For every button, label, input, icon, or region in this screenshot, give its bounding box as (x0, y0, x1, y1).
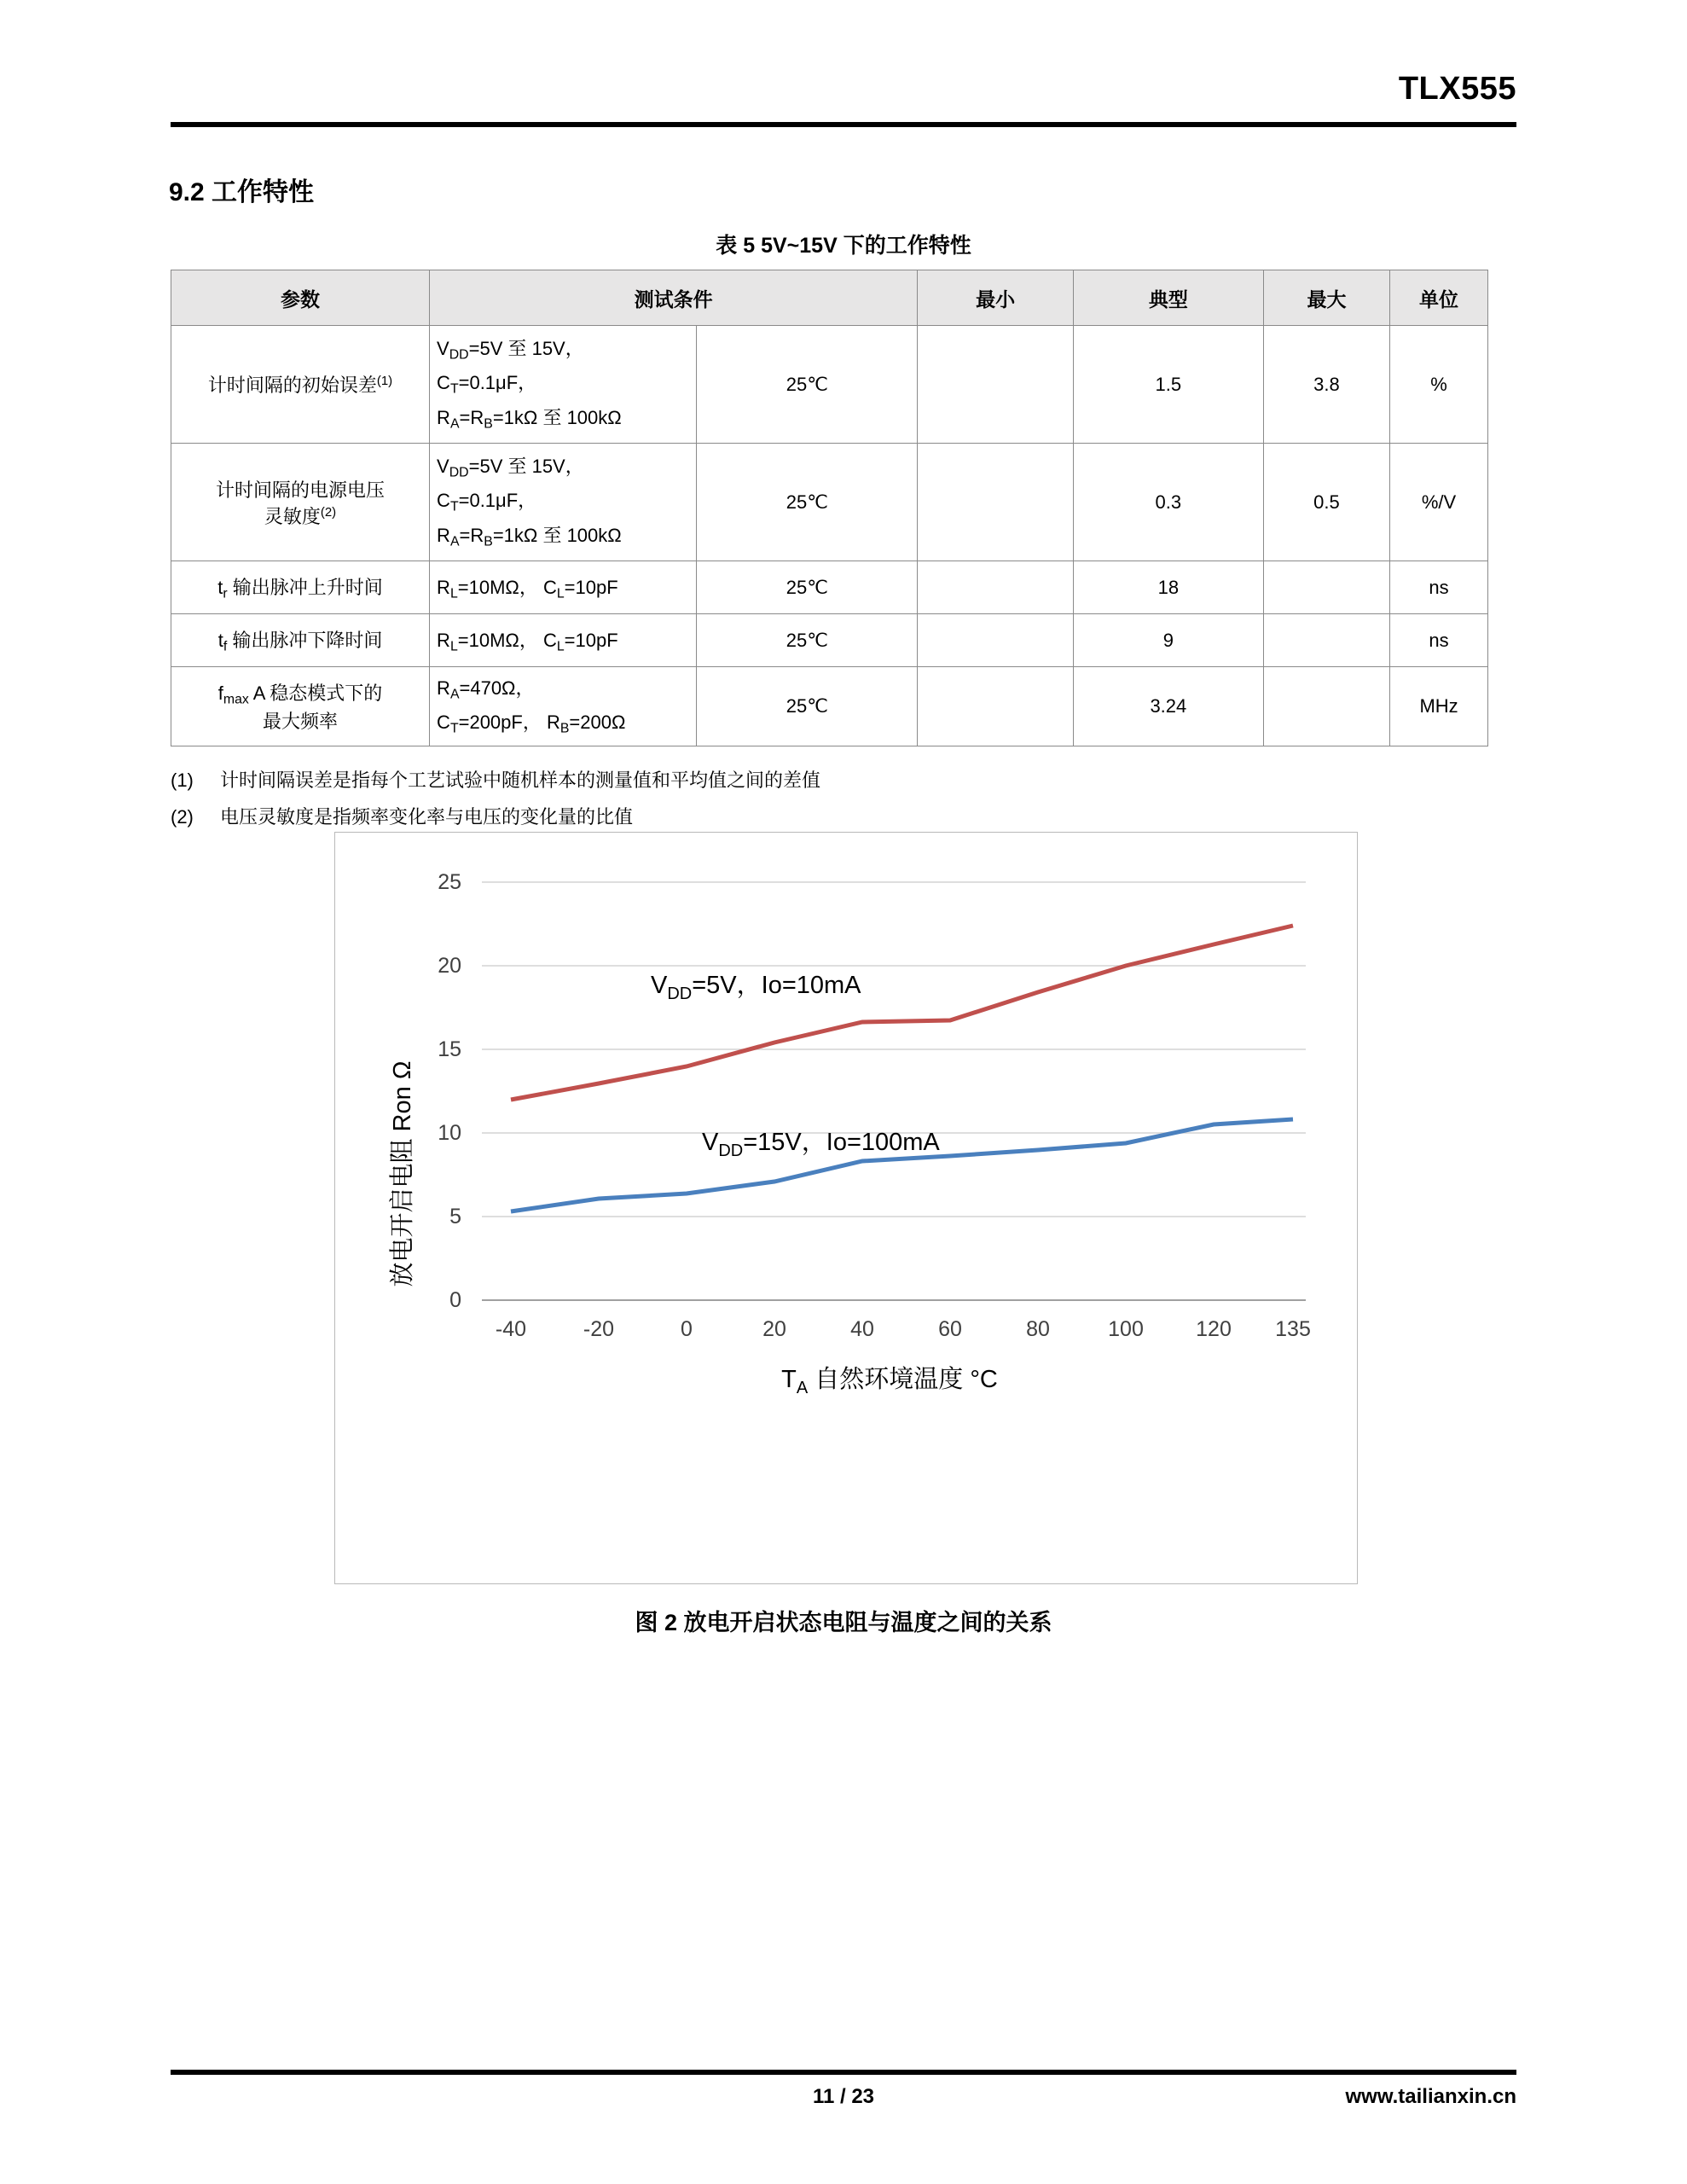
cond-sub: T (449, 381, 459, 397)
table-caption: 表 5 5V~15V 下的工作特性 (716, 234, 971, 258)
document-title: TLX555 (1398, 71, 1516, 107)
x-tick-0: 0 (681, 1317, 693, 1341)
y-tick-10: 10 (438, 1121, 461, 1145)
chart-gridlines (482, 882, 1306, 1217)
col-header-param: 参数 (171, 270, 430, 326)
cell-unit: % (1390, 326, 1488, 444)
operating-characteristics-table (171, 270, 1488, 746)
cell-param (171, 444, 430, 561)
cell-max: 0.5 (1263, 444, 1389, 561)
cond-sym: R (437, 524, 450, 546)
x-tick-40: 40 (850, 1317, 874, 1341)
cond-sym: R (437, 406, 450, 428)
cell-min (918, 561, 1074, 614)
x-tick--40: -40 (495, 1317, 527, 1341)
condition-line-2 (437, 485, 689, 519)
cell-temperature: 25℃ (697, 614, 918, 667)
cond-sub: DD (449, 465, 469, 480)
section-heading: 9.2 工作特性 (169, 178, 315, 206)
y-tick-20: 20 (438, 954, 461, 978)
footnote-item (171, 799, 1501, 836)
cond-sub2: B (484, 533, 493, 549)
table-row (171, 326, 1488, 444)
cell-temperature: 25℃ (697, 561, 918, 614)
cell-condition (430, 444, 697, 561)
cell-typ: 1.5 (1073, 326, 1263, 444)
cell-unit: ns (1390, 614, 1488, 667)
cond-sub: A (449, 415, 460, 431)
cond-mid: =R (459, 524, 484, 546)
cond-sym: V (437, 456, 449, 478)
figure-caption: 图 2 放电开启状态电阻与温度之间的关系 (635, 1610, 1052, 1635)
cell-param: $t_r$ 输出脉冲上升时间 (171, 561, 430, 614)
annotation-vdd15v: $V_{DD}=15V$，Io=100mA (702, 1129, 940, 1160)
cell-unit: %/V (1390, 444, 1488, 561)
cell-typ: 18 (1073, 561, 1263, 614)
cell-typ: 9 (1073, 614, 1263, 667)
table-row (171, 667, 1488, 746)
series-line-vdd5v (511, 926, 1293, 1100)
cell-min (918, 667, 1074, 746)
col-header-typ: 典型 (1073, 270, 1263, 326)
param-text: 计时间隔的电源电压 (216, 479, 386, 501)
col-header-condition: 测试条件 (430, 270, 918, 326)
ron-vs-temperature-chart (334, 832, 1358, 1584)
cell-temperature: 25℃ (697, 444, 918, 561)
footnote-text: 计时间隔误差是指每个工艺试验中随机样本的测量值和平均值之间的差值 (220, 770, 821, 791)
cell-max (1263, 667, 1389, 746)
footer-website: www.tailianxin.cn (1345, 2085, 1516, 2108)
table-row (171, 444, 1488, 561)
cell-min (918, 614, 1074, 667)
cond-rest: =0.1μF， (458, 372, 537, 394)
table-row (171, 561, 1488, 614)
cond-sym: V (437, 338, 449, 360)
cell-max (1263, 614, 1389, 667)
cell-typ: 3.24 (1073, 667, 1263, 746)
x-tick-60: 60 (938, 1317, 962, 1341)
cell-condition: $R_L=10M\Omega$， $C_L=10pF$ (430, 614, 697, 667)
col-header-max: 最大 (1263, 270, 1389, 326)
header-divider (171, 122, 1516, 127)
param-text-line2: 最大频率 (263, 711, 339, 733)
cond-sub2: B (484, 415, 493, 431)
footer-divider (171, 2070, 1516, 2075)
cell-typ: 0.3 (1073, 444, 1263, 561)
footnote-list (171, 763, 1501, 836)
param-text-line2: 灵敏度$^{(2)}$ (264, 504, 337, 527)
param-text: $f_{max}$ A 稳态模式下的 (217, 682, 383, 707)
condition-line-1 (437, 333, 689, 367)
x-tick-100: 100 (1108, 1317, 1144, 1341)
chart-x-axis-label: $T_A$ 自然环境温度 °C (781, 1366, 998, 1397)
col-header-unit: 单位 (1390, 270, 1488, 326)
footnote-number: (2) (171, 805, 194, 828)
cell-min (918, 326, 1074, 444)
chart-svg (335, 833, 1357, 1583)
cond-rest: =1kΩ 至 100kΩ (492, 406, 622, 428)
cond-rest: =5V 至 15V， (468, 338, 584, 360)
y-tick-0: 0 (449, 1288, 461, 1312)
footnote-number: (1) (171, 770, 194, 791)
page-header (171, 73, 1516, 105)
condition-line-3 (437, 520, 689, 554)
chart-x-ticklabels (496, 1317, 1311, 1341)
cell-unit: ns (1390, 561, 1488, 614)
footnote-text: 电压灵敏度是指频率变化率与电压的变化量的比值 (220, 805, 634, 828)
param-text: 计时间隔的初始误差 (207, 375, 377, 396)
cond-mid: =R (459, 406, 484, 428)
cond-rest: =5V 至 15V， (468, 456, 584, 478)
condition-line-1 (437, 450, 689, 485)
condition-line-2: $C_T=200pF$， $R_B=200\Omega$ (437, 712, 626, 736)
x-tick--20: -20 (583, 1317, 615, 1341)
cell-max (1263, 561, 1389, 614)
cond-sym: C (437, 490, 450, 512)
cell-unit: MHz (1390, 667, 1488, 746)
cond-sub: A (449, 533, 460, 549)
annotation-vdd5v: $V_{DD}=5V$，Io=10mA (651, 972, 861, 1003)
cond-sym: C (437, 372, 450, 394)
cell-temperature: 25℃ (697, 667, 918, 746)
x-tick-80: 80 (1026, 1317, 1050, 1341)
y-tick-25: 25 (438, 870, 461, 894)
x-tick-135: 135 (1275, 1317, 1311, 1341)
cond-rest: =1kΩ 至 100kΩ (492, 524, 622, 546)
y-tick-15: 15 (438, 1037, 461, 1061)
y-tick-5: 5 (449, 1205, 461, 1228)
cell-param (171, 326, 430, 444)
cond-sub: T (449, 499, 459, 514)
cell-condition: $R_L=10M\Omega$， $C_L=10pF$ (430, 561, 697, 614)
cell-min (918, 444, 1074, 561)
cell-condition (430, 326, 697, 444)
param-footnote-ref: (1) (376, 373, 393, 388)
cond-sub: DD (449, 347, 469, 363)
param-footnote-ref: (2) (320, 504, 337, 520)
cell-param: $t_f$ 输出脉冲下降时间 (171, 614, 430, 667)
table-row (171, 614, 1488, 667)
condition-line-3 (437, 402, 689, 436)
footer-page-number: 11 / 23 (812, 2085, 875, 2108)
chart-y-ticklabels (438, 870, 461, 1312)
condition-line-1: $R_A=470\Omega$， (437, 677, 535, 702)
col-header-min: 最小 (918, 270, 1074, 326)
condition-line-2 (437, 367, 689, 401)
x-tick-20: 20 (762, 1317, 786, 1341)
cell-max: 3.8 (1263, 326, 1389, 444)
chart-y-axis-label: 放电开启电阻 Ron Ω (389, 1060, 416, 1287)
cond-rest: =0.1μF， (458, 490, 537, 512)
footnote-item (171, 763, 1501, 799)
cell-param (171, 667, 430, 746)
table-header-row (171, 270, 1488, 326)
cell-condition (430, 667, 697, 746)
x-tick-120: 120 (1196, 1317, 1232, 1341)
cell-temperature: 25℃ (697, 326, 918, 444)
